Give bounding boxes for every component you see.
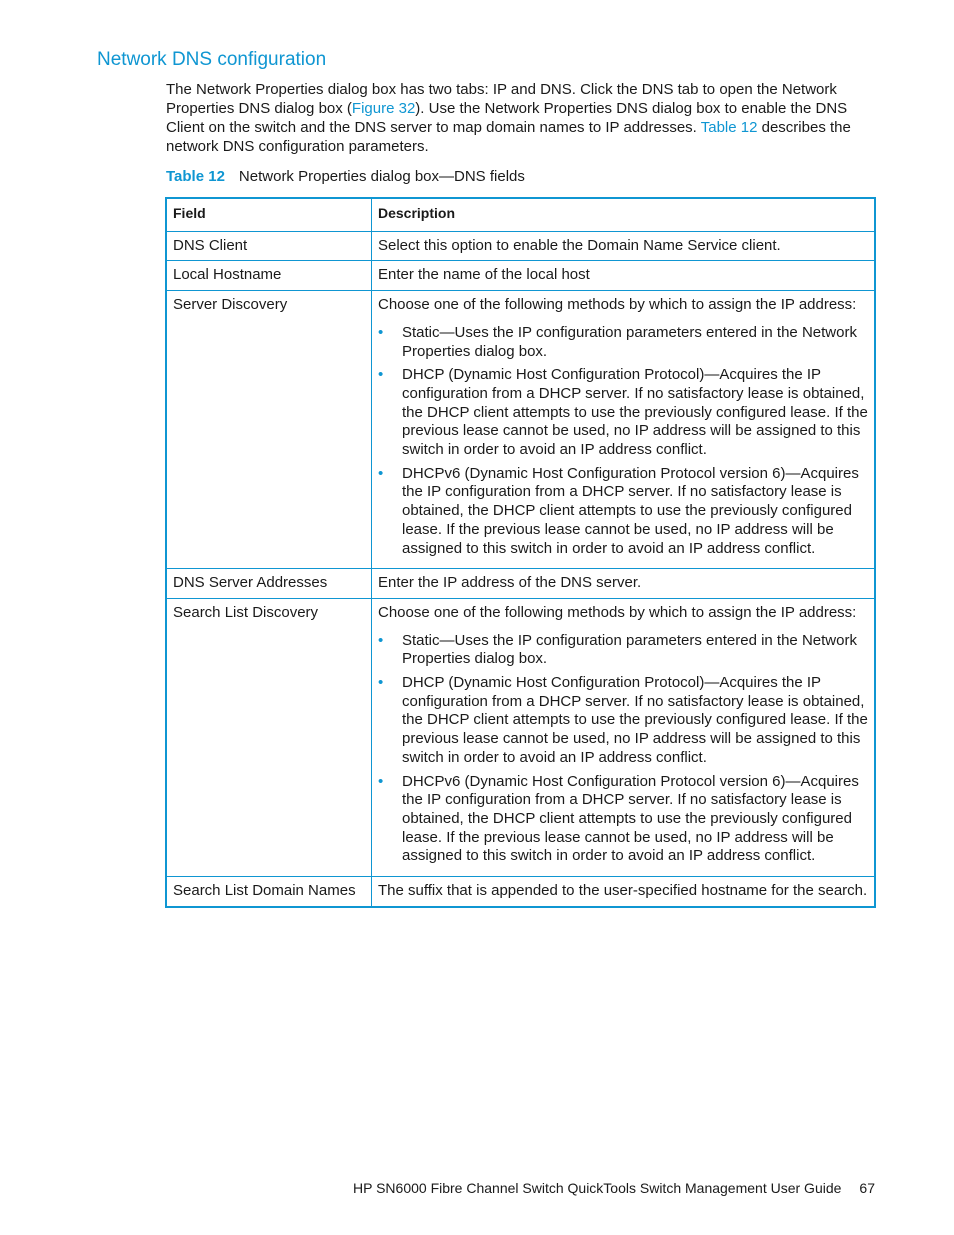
table-row [166, 598, 875, 876]
field-cell: Search List Discovery [166, 598, 372, 876]
description-intro: Choose one of the following methods by which to assign the IP address: [378, 603, 857, 621]
bullet-icon: • [378, 631, 384, 649]
list-item [378, 632, 869, 669]
bullet-icon: • [378, 464, 384, 482]
field-cell: Local Hostname [166, 261, 372, 291]
footer-title: HP SN6000 Fibre Channel Switch QuickTools Switch Management User Guide [353, 1180, 842, 1196]
bullet-icon: • [378, 366, 384, 384]
method-list [378, 632, 869, 866]
field-cell: DNS Server Addresses [166, 569, 372, 599]
list-item-text: Static—Uses the IP configuration parameters entered in the Network Properties dialog box. [402, 631, 857, 668]
intro-text-2: ). Use the Network Properties DNS dialog box to enable the DNS Client on the switch and the DNS server to map domain names to IP addresses. [166, 100, 848, 136]
bullet-icon: • [378, 674, 384, 692]
bullet-icon: • [378, 323, 384, 341]
dns-fields-table [165, 197, 876, 908]
page-number: 67 [859, 1180, 875, 1196]
list-item [378, 324, 869, 361]
table-row [166, 231, 875, 261]
header-description: Description [372, 198, 876, 231]
table-header-row [166, 198, 875, 231]
description-cell: Enter the IP address of the DNS server. [372, 569, 876, 599]
table-caption [166, 168, 525, 185]
intro-text-1: The Network Properties dialog box has two tabs: IP and DNS. Click the DNS tab to open the Network Properties DNS dialog box ( [166, 81, 837, 117]
method-list [378, 324, 869, 558]
list-item-text: DHCP (Dynamic Host Configuration Protocol)—Acquires the IP configuration from a DHCP server. If no satisfactory lease is obtained, the DHCP client attempts to use the previously configured lease. If the previous lease cannot be used, no IP address will be assigned to this switch in order to avoid an IP address conflict. [402, 366, 868, 459]
field-cell: DNS Client [166, 231, 372, 261]
list-item-text: DHCPv6 (Dynamic Host Configuration Protocol version 6)—Acquires the IP configuration from a DHCP server. If no satisfactory lease is obtained, the DHCP client attempts to use the previously configured lease. If the previous lease cannot be used, no IP address will be assigned to this switch in order to avoid an IP address conflict. [402, 772, 859, 865]
table-row [166, 261, 875, 291]
table-row [166, 877, 875, 907]
field-cell: Server Discovery [166, 291, 372, 569]
description-intro: Choose one of the following methods by which to assign the IP address: [378, 296, 857, 314]
table-caption-text: Network Properties dialog box—DNS fields [238, 168, 525, 185]
description-cell: The suffix that is appended to the user-specified hostname for the search. [372, 877, 876, 907]
section-heading: Network DNS configuration [97, 49, 327, 70]
list-item [378, 465, 869, 559]
description-cell: Enter the name of the local host [372, 261, 876, 291]
intro-paragraph [166, 80, 866, 156]
field-cell: Search List Domain Names [166, 877, 372, 907]
description-cell [372, 598, 876, 876]
header-field: Field [166, 198, 372, 231]
list-item [378, 773, 869, 867]
list-item-text: DHCPv6 (Dynamic Host Configuration Protocol version 6)—Acquires the IP configuration from a DHCP server. If no satisfactory lease is obtained, the DHCP client attempts to use the previously configured lease. If the previous lease cannot be used, no IP address will be assigned to this switch in order to avoid an IP address conflict. [402, 464, 859, 557]
list-item [378, 674, 869, 768]
description-cell [372, 291, 876, 569]
figure-link[interactable]: Figure 32 [351, 100, 416, 117]
table-caption-label: Table 12 [166, 168, 225, 185]
description-cell: Select this option to enable the Domain Name Service client. [372, 231, 876, 261]
page-footer [353, 1180, 875, 1196]
table-link[interactable]: Table 12 [700, 119, 758, 136]
list-item-text: Static—Uses the IP configuration parameters entered in the Network Properties dialog box. [402, 323, 857, 360]
list-item-text: DHCP (Dynamic Host Configuration Protocol)—Acquires the IP configuration from a DHCP server. If no satisfactory lease is obtained, the DHCP client attempts to use the previously configured lease. If the previous lease cannot be used, no IP address will be assigned to this switch in order to avoid an IP address conflict. [402, 674, 868, 766]
intro-text-3: describes the network DNS configuration parameters. [166, 119, 851, 155]
bullet-icon: • [378, 772, 384, 790]
table-row [166, 291, 875, 569]
table-row [166, 569, 875, 599]
list-item [378, 366, 869, 460]
